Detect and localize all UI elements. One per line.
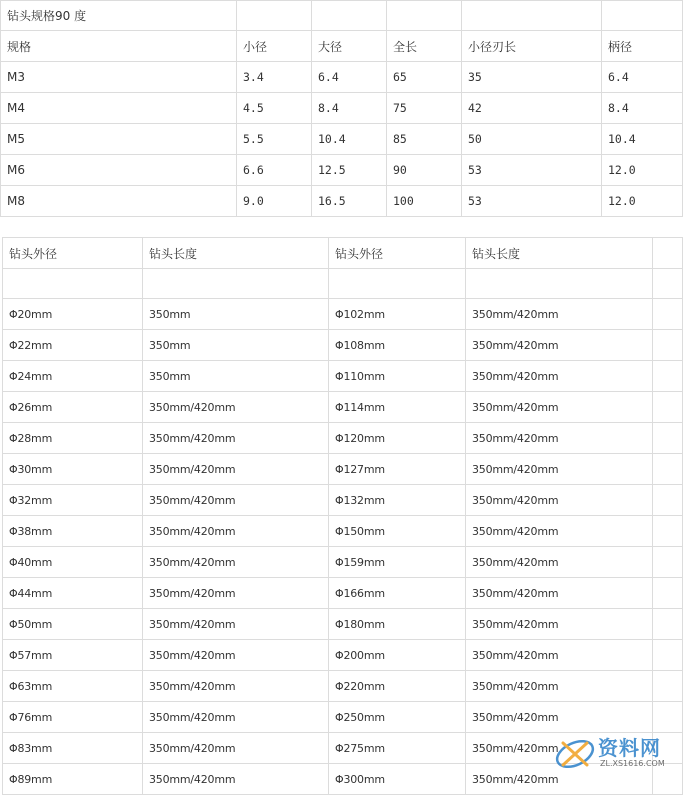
table-cell: 16.5 (312, 186, 387, 217)
table-cell: Φ38mm (3, 516, 143, 547)
table-row (1, 124, 683, 155)
table-row (3, 330, 683, 361)
table-cell: 10.4 (602, 124, 683, 155)
empty-cell (466, 269, 653, 299)
table-cell: 350mm/420mm (143, 702, 329, 733)
table-cell: Φ220mm (329, 671, 466, 702)
table-row (3, 516, 683, 547)
table-cell: 350mm (143, 330, 329, 361)
empty-cell (143, 269, 329, 299)
column-header-outer-diameter-2: 钻头外径 (329, 238, 466, 269)
empty-cell (329, 269, 466, 299)
table-cell: 350mm/420mm (466, 547, 653, 578)
table-cell: 12.0 (602, 155, 683, 186)
table-row (3, 671, 683, 702)
table-cell: Φ250mm (329, 702, 466, 733)
column-header-small-diameter: 小径 (237, 31, 312, 62)
empty-cell (653, 547, 683, 578)
table-cell: 90 (387, 155, 462, 186)
table-cell: 350mm/420mm (143, 547, 329, 578)
table-cell: 350mm (143, 361, 329, 392)
table-row (1, 155, 683, 186)
table-cell: Φ180mm (329, 609, 466, 640)
empty-cell (462, 1, 602, 31)
watermark-brand: 资料网 (598, 736, 661, 760)
table-cell: 9.0 (237, 186, 312, 217)
table-cell: 350mm/420mm (466, 485, 653, 516)
empty-cell (653, 454, 683, 485)
table-cell: 5.5 (237, 124, 312, 155)
table-cell: 350mm/420mm (143, 423, 329, 454)
empty-cell (237, 1, 312, 31)
column-header-drill-length-2: 钻头长度 (466, 238, 653, 269)
table-cell: Φ50mm (3, 609, 143, 640)
table-cell: 85 (387, 124, 462, 155)
table-cell: Φ159mm (329, 547, 466, 578)
empty-cell (653, 485, 683, 516)
table-row (3, 454, 683, 485)
table-cell: M8 (1, 186, 237, 217)
table-cell: Φ300mm (329, 764, 466, 795)
empty-cell (653, 423, 683, 454)
table-cell: 350mm (143, 299, 329, 330)
drill-spec-table (0, 0, 683, 217)
table-cell: Φ22mm (3, 330, 143, 361)
empty-cell (653, 330, 683, 361)
table-cell: 350mm/420mm (143, 671, 329, 702)
table-cell: 65 (387, 62, 462, 93)
table-cell: 350mm/420mm (466, 609, 653, 640)
empty-cell (653, 361, 683, 392)
table-cell: Φ20mm (3, 299, 143, 330)
table-cell: Φ26mm (3, 392, 143, 423)
site-watermark (554, 732, 680, 776)
table-cell: Φ76mm (3, 702, 143, 733)
empty-cell (602, 1, 683, 31)
empty-cell (3, 269, 143, 299)
spec-header-row (1, 31, 683, 62)
empty-cell (653, 516, 683, 547)
table-cell: 35 (462, 62, 602, 93)
table-cell: Φ63mm (3, 671, 143, 702)
table-cell: 350mm/420mm (466, 454, 653, 485)
table-cell: 53 (462, 155, 602, 186)
empty-cell (312, 1, 387, 31)
table-cell: 350mm/420mm (466, 299, 653, 330)
xs-logo-icon (554, 734, 596, 774)
drill-header-row (3, 238, 683, 269)
table-row (3, 423, 683, 454)
table-cell: 8.4 (312, 93, 387, 124)
table-cell: 53 (462, 186, 602, 217)
table-cell: Φ44mm (3, 578, 143, 609)
table-row (3, 547, 683, 578)
table-cell: Φ108mm (329, 330, 466, 361)
empty-cell (653, 702, 683, 733)
empty-cell (653, 392, 683, 423)
drill-table-body (3, 299, 683, 795)
table-cell: 50 (462, 124, 602, 155)
empty-cell (653, 578, 683, 609)
table-row (3, 578, 683, 609)
table-cell: Φ120mm (329, 423, 466, 454)
table-cell: 12.5 (312, 155, 387, 186)
table-cell: 350mm/420mm (143, 516, 329, 547)
table-cell: Φ200mm (329, 640, 466, 671)
table-cell: M3 (1, 62, 237, 93)
table-cell: M6 (1, 155, 237, 186)
table-cell: 75 (387, 93, 462, 124)
table-cell: 350mm/420mm (143, 609, 329, 640)
column-header-small-edge-length: 小径刃长 (462, 31, 602, 62)
table-cell: 6.6 (237, 155, 312, 186)
table-cell: 100 (387, 186, 462, 217)
table-cell: 350mm/420mm (466, 671, 653, 702)
column-header-total-length: 全长 (387, 31, 462, 62)
table-cell: 350mm/420mm (143, 764, 329, 795)
table-cell: 350mm/420mm (466, 702, 653, 733)
empty-cell (653, 269, 683, 299)
table-cell: 3.4 (237, 62, 312, 93)
table-cell: 350mm/420mm (466, 330, 653, 361)
spec-table-title: 钻头规格90 度 (1, 1, 237, 31)
table-cell: Φ83mm (3, 733, 143, 764)
table-cell: Φ24mm (3, 361, 143, 392)
table-cell: 4.5 (237, 93, 312, 124)
watermark-url: ZL.XS1616.COM (600, 759, 665, 768)
empty-cell (653, 609, 683, 640)
table-cell: Φ166mm (329, 578, 466, 609)
blank-row (3, 269, 683, 299)
table-cell: Φ150mm (329, 516, 466, 547)
table-cell: 350mm/420mm (466, 361, 653, 392)
table-cell: Φ132mm (329, 485, 466, 516)
table-row (3, 299, 683, 330)
table-row (3, 361, 683, 392)
table-cell: Φ102mm (329, 299, 466, 330)
table-row (3, 702, 683, 733)
table-cell: 350mm/420mm (143, 392, 329, 423)
table-cell: 350mm/420mm (466, 578, 653, 609)
table-row (1, 93, 683, 124)
table-cell: 350mm/420mm (143, 454, 329, 485)
empty-cell (387, 1, 462, 31)
table-cell: 350mm/420mm (143, 578, 329, 609)
table-cell: Φ275mm (329, 733, 466, 764)
spec-table-body (1, 62, 683, 217)
table-cell: 350mm/420mm (466, 733, 653, 764)
table-cell: Φ32mm (3, 485, 143, 516)
table-cell: 350mm/420mm (466, 764, 653, 795)
table-row (1, 62, 683, 93)
table-cell: 350mm/420mm (143, 640, 329, 671)
table-cell: 350mm/420mm (466, 392, 653, 423)
table-cell: 42 (462, 93, 602, 124)
table-cell: 6.4 (312, 62, 387, 93)
table-cell: Φ57mm (3, 640, 143, 671)
table-cell: Φ114mm (329, 392, 466, 423)
table-row (3, 485, 683, 516)
table-cell: 350mm/420mm (143, 485, 329, 516)
table-cell: Φ30mm (3, 454, 143, 485)
table-row (3, 609, 683, 640)
spec-title-row (1, 1, 683, 31)
table-cell: 350mm/420mm (466, 516, 653, 547)
table-row (3, 640, 683, 671)
table-cell: Φ110mm (329, 361, 466, 392)
table-cell: 350mm/420mm (143, 733, 329, 764)
empty-cell (653, 238, 683, 269)
column-header-spec: 规格 (1, 31, 237, 62)
table-row (3, 392, 683, 423)
column-header-shank-diameter: 柄径 (602, 31, 683, 62)
table-cell: M5 (1, 124, 237, 155)
table-cell: Φ89mm (3, 764, 143, 795)
table-cell: 8.4 (602, 93, 683, 124)
column-header-outer-diameter: 钻头外径 (3, 238, 143, 269)
column-header-drill-length: 钻头长度 (143, 238, 329, 269)
table-cell: Φ40mm (3, 547, 143, 578)
table-row (1, 186, 683, 217)
drill-length-table (2, 237, 683, 795)
table-cell: 12.0 (602, 186, 683, 217)
empty-cell (653, 299, 683, 330)
empty-cell (653, 671, 683, 702)
column-header-large-diameter: 大径 (312, 31, 387, 62)
empty-cell (653, 640, 683, 671)
table-cell: 6.4 (602, 62, 683, 93)
table-cell: 350mm/420mm (466, 423, 653, 454)
table-cell: 10.4 (312, 124, 387, 155)
table-cell: 350mm/420mm (466, 640, 653, 671)
table-cell: M4 (1, 93, 237, 124)
table-cell: Φ28mm (3, 423, 143, 454)
table-cell: Φ127mm (329, 454, 466, 485)
